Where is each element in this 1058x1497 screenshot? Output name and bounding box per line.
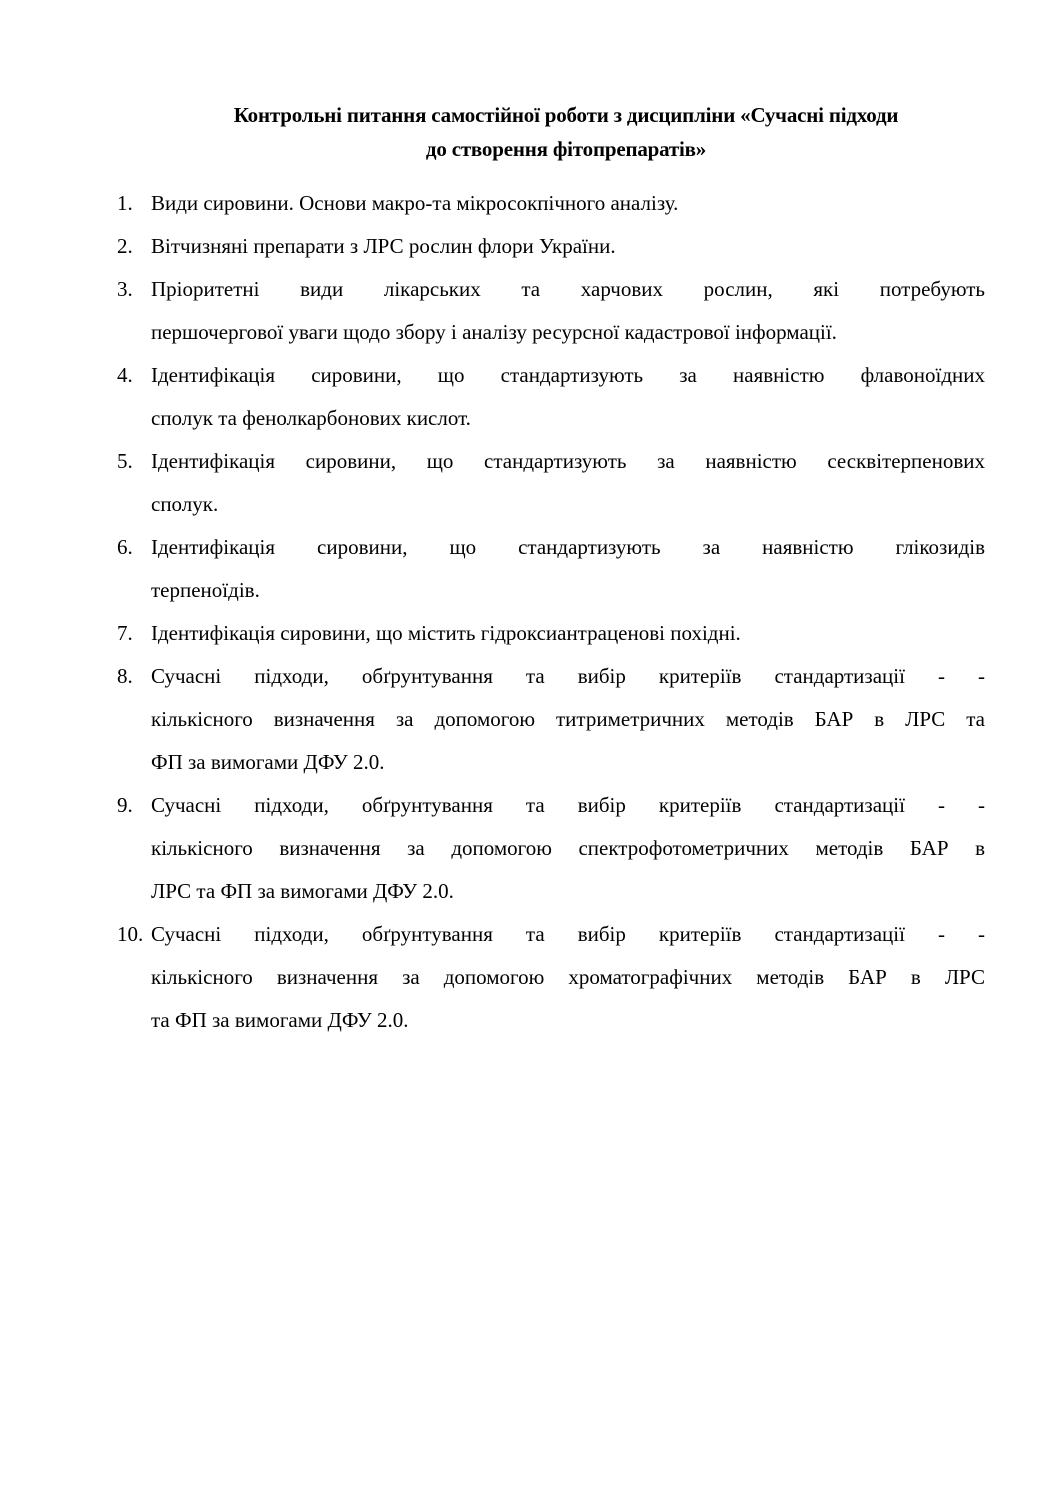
list-item-number: 1. xyxy=(117,191,133,215)
list-item-text-line: Види сировини. Основи макро-та мікросокпічного аналізу. xyxy=(151,191,679,215)
page-title xyxy=(110,98,1022,166)
list-item-number: 7. xyxy=(117,621,133,645)
title-line-1: Контрольні питання самостійної роботи з дисципліни «Сучасні підходи xyxy=(233,103,899,127)
list-item-text-line: Сучасні підходи, обґрунтування та вибір критеріїв стандартизації - - xyxy=(151,664,985,688)
list-item-number: 6. xyxy=(117,535,133,559)
list-item-number: 2. xyxy=(117,234,133,258)
question-list xyxy=(103,182,985,1042)
list-item-text-line: ЛРС та ФП за вимогами ДФУ 2.0. xyxy=(151,879,454,903)
list-item-number: 4. xyxy=(117,363,133,387)
list-item-text-line: Вітчизняні препарати з ЛРС рослин флори України. xyxy=(151,234,616,258)
list-item-text-line: кількісного визначення за допомогою хроматографічних методів БАР в ЛРС xyxy=(151,965,985,989)
list-item xyxy=(103,784,985,913)
list-item-text-line: сполук. xyxy=(151,492,219,516)
list-item xyxy=(103,354,985,440)
list-item-text-line: Сучасні підходи, обґрунтування та вибір критеріїв стандартизації - - xyxy=(151,793,985,817)
list-item xyxy=(103,268,985,354)
list-item-number: 8. xyxy=(117,664,133,688)
list-item-text-line: Пріоритетні види лікарських та харчових рослин, які потребують xyxy=(151,277,985,301)
list-item-text-line: кількісного визначення за допомогою титриметричних методів БАР в ЛРС та xyxy=(151,707,985,731)
list-item-number: 3. xyxy=(117,277,133,301)
list-item-text-line: першочергової уваги щодо збору і аналізу ресурсної кадастрової інформації. xyxy=(151,320,837,344)
list-item-number: 9. xyxy=(117,793,133,817)
list-item-number: 10. xyxy=(117,922,144,946)
list-item xyxy=(103,182,985,225)
list-item-text-line: Ідентифікація сировини, що стандартизують за наявністю флавоноїдних xyxy=(151,363,985,387)
list-item-text-line: кількісного визначення за допомогою спектрофотометричних методів БАР в xyxy=(151,836,985,860)
list-item xyxy=(103,913,985,1042)
list-item-text-line: терпеноїдів. xyxy=(151,578,260,602)
list-item-text-line: ФП за вимогами ДФУ 2.0. xyxy=(151,750,385,774)
list-item-text-line: Ідентифікація сировини, що містить гідроксиантраценові похідні. xyxy=(151,621,741,645)
list-item-text-line: сполук та фенолкарбонових кислот. xyxy=(151,406,471,430)
list-item xyxy=(103,440,985,526)
list-item-text-line: Сучасні підходи, обґрунтування та вибір критеріїв стандартизації - - xyxy=(151,922,985,946)
list-item-number: 5. xyxy=(117,449,133,473)
list-item xyxy=(103,655,985,784)
title-line-2: до створення фітопрепаратів» xyxy=(425,137,707,161)
list-item-text-line: Ідентифікація сировини, що стандартизують за наявністю глікозидів xyxy=(151,535,985,559)
list-item-text-line: Ідентифікація сировини, що стандартизують за наявністю сесквітерпенових xyxy=(151,449,985,473)
list-item xyxy=(103,526,985,612)
list-item xyxy=(103,612,985,655)
list-item xyxy=(103,225,985,268)
list-item-text-line: та ФП за вимогами ДФУ 2.0. xyxy=(151,1008,409,1032)
